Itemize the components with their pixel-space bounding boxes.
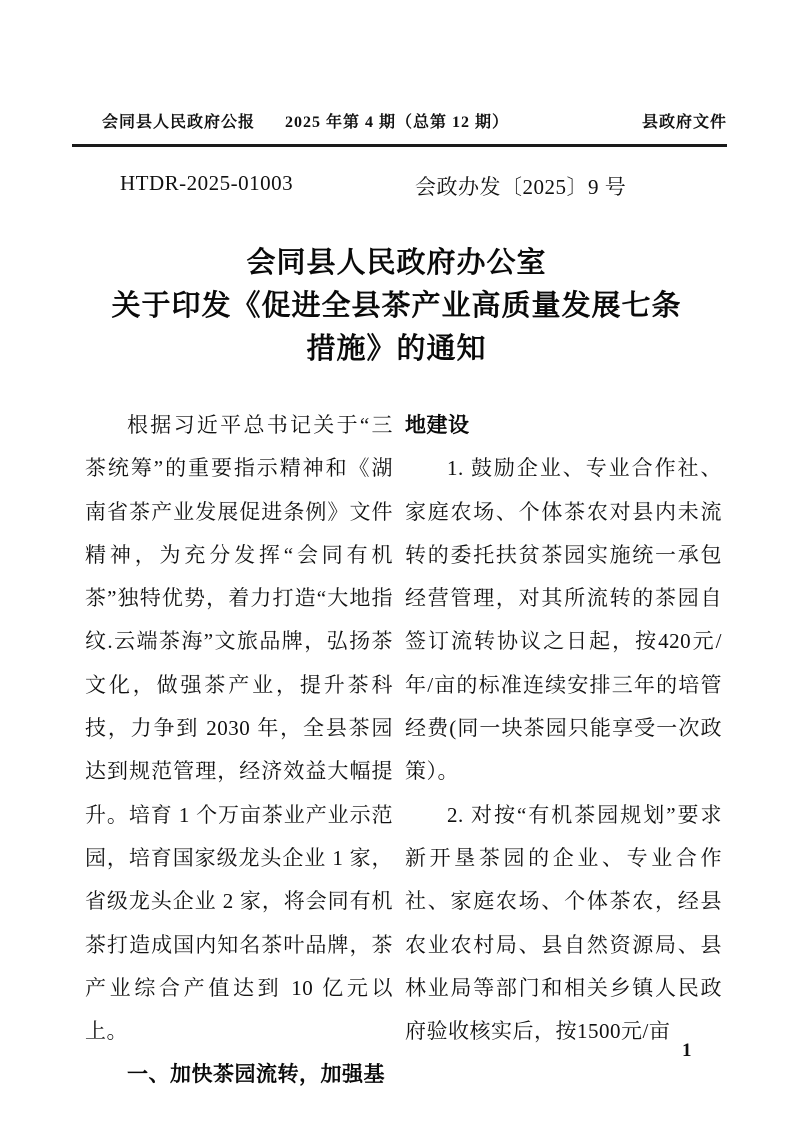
document-title-line2: 关于印发《促进全县茶产业高质量发展七条 <box>111 290 682 322</box>
body-columns <box>85 404 722 1087</box>
doc-category-label: 县政府文件 <box>641 114 727 131</box>
gazette-title: 会同县人民政府公报 <box>102 114 256 131</box>
paragraph-item2: 2. 对按“有机茶园规划”要求新开垦茶园的企业、专业合作社、家庭农场、个体茶农，经县农业农村局、县自然资源局、县林业局等部门和相关乡镇人民政府验收核实后，按1500元/亩 <box>405 802 722 1044</box>
paragraph-intro: 根据习近平总书记关于“三茶统筹”的重要指示精神和《湖南省茶产业发展促进条例》文件精神，为充分发挥“会同有机茶”独特优势，着力打造“大地指纹.云端茶海”文旅品牌，弘扬茶文化，做强茶产业，提升茶科技，力争到 2030 年，全县茶园达到规范管理，经济效益大幅提升。培育 1 个万亩茶业产业示范园，培育国家级龙头企业 1 家，省级龙头企业 2 家，将会同有机茶打造成国内知名茶叶品牌，茶产业综合产值达到 10 亿元以上。 <box>85 413 393 1044</box>
doc-code: HTDR-2025-01003 <box>120 171 294 195</box>
header-rule <box>72 144 727 147</box>
running-header <box>72 109 727 132</box>
document-title-line3: 措施》的通知 <box>306 333 487 365</box>
right-column <box>405 404 722 1044</box>
paragraph-item1: 1. 鼓励企业、专业合作社、家庭农场、个体茶农对县内未流转的委托扶贫茶园实施统一承包经营管理，对其所流转的茶园自签订流转协议之日起，按420元/年/亩的标准连续安排三年的培管经费(同一块茶园只能享受一次政策）。 <box>405 456 722 784</box>
section1-heading-end: 地建设 <box>405 414 470 437</box>
issue-info: 2025 年第 4 期（总第 12 期） <box>285 114 510 131</box>
page-number: 1 <box>682 1040 692 1061</box>
left-column <box>85 404 393 1087</box>
document-title-line1: 会同县人民政府办公室 <box>246 247 547 279</box>
section1-heading-start: 一、加快茶园流转，加强基 <box>127 1063 385 1087</box>
document-title <box>40 242 753 371</box>
doc-number: 会政办发〔2025〕9 号 <box>415 175 627 199</box>
